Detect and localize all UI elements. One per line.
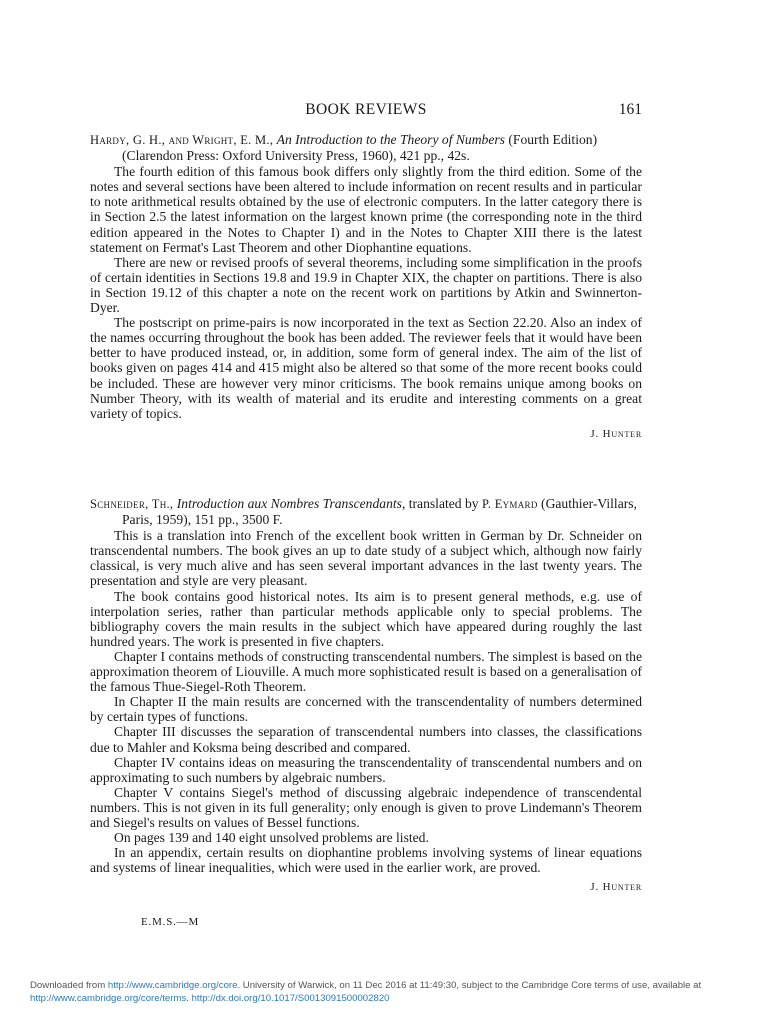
page-header: [90, 101, 642, 123]
footer-prefix: Downloaded from: [30, 980, 108, 991]
citation-details: (Gauthier-Villars, Paris, 1959), 151 pp., 3500 F.: [122, 496, 637, 528]
reviewer-signature: J. Hunter: [590, 881, 642, 894]
signature-mark: E.M.S.—M: [141, 916, 200, 928]
review-paragraph: This is a translation into French of the excellent book written in German by Dr. Schneider on transcendental numbers. The book gives an up to date study of a subject which, although now fairly classical, is very much alive and has seen several important advances in the last twenty years. The presentation and style are very pleasant.: [90, 528, 642, 589]
citation-book-title: An Introduction to the Theory of Numbers: [276, 132, 505, 147]
citation-details: (Fourth Edition) (Clarendon Press: Oxford University Press, 1960), 421 pp., 42s.: [122, 132, 598, 164]
review-paragraph: In an appendix, certain results on diophantine problems involving systems of linear equations and systems of linear inequalities, which were used in the earlier work, are proved.: [90, 845, 642, 876]
review-paragraph: Chapter III discusses the separation of transcendental numbers into classes, the classifications due to Mahler and Koksma being described and compared.: [90, 724, 642, 755]
review-paragraph: The book contains good historical notes. Its aim is to present general methods, e.g. use of interpolation series, rather than particular methods applicable only to special problems. The bibliography covers the main results in the subject which have appeared during roughly the last hundred years. The work is presented in five chapters.: [90, 588, 642, 649]
citation-translator: P. Eymard: [481, 497, 538, 511]
footer-terms-link[interactable]: http://www.cambridge.org/core/terms: [30, 992, 187, 1004]
footer-middle: . University of Warwick, on 11 Dec 2016 at 11:49:30, subject to the Cambridge Core terms of use, available at: [237, 980, 702, 991]
review-paragraph: In Chapter II the main results are concerned with the transcendentality of numbers determined by certain types of functions.: [90, 694, 642, 725]
review-hardy-wright: [90, 132, 642, 442]
citation-author: Schneider, Th.,: [90, 497, 174, 511]
review-paragraph: Chapter IV contains ideas on measuring the transcendentality of transcendental numbers and on approximating to such numbers by algebraic numbers.: [90, 754, 642, 785]
footer-separator: .: [186, 992, 192, 1004]
review-paragraph: The postscript on prime-pairs is now incorporated in the text as Section 22.20. Also an index of the names occurring throughout the book has been added. The reviewer feels that it would have been better to have produced instead, or, in addition, some form of general index. The aim of the list of books given on pages 414 and 415 might also be altered so that some of the more recent books could be included. These are however very minor criticisms. The book remains unique among books on Number Theory, with its wealth of material and its erudite and interesting comments on a great variety of topics.: [90, 315, 642, 421]
review-citation: [90, 132, 642, 163]
footer-doi-link[interactable]: http://dx.doi.org/10.1017/S0013091500002820: [191, 992, 390, 1004]
page-number: 161: [618, 101, 642, 118]
footer-core-link[interactable]: http://www.cambridge.org/core: [107, 980, 238, 991]
review-paragraph: Chapter I contains methods of constructing transcendental numbers. The simplest is based on the approximation theorem of Liouville. A much more sophisticated result is based on a generalisation of the famous Thue-Siegel-Roth Theorem.: [90, 648, 642, 695]
review-schneider: [90, 496, 642, 895]
review-paragraph: Chapter V contains Siegel's method of discussing algebraic independence of transcendental numbers. This is not given in its full generality; only enough is given to prove Lindemann's Theorem and Siegel's results on values of Bessel functions.: [90, 784, 642, 830]
reviewer-signature: J. Hunter: [590, 427, 642, 440]
page-title: BOOK REVIEWS: [305, 101, 427, 118]
review-citation: [90, 496, 642, 527]
review-paragraph: On pages 139 and 140 eight unsolved problems are listed.: [114, 830, 429, 846]
citation-book-title: Introduction aux Nombres Transcendants: [176, 496, 402, 511]
review-paragraph: There are new or revised proofs of several theorems, including some simplification in the proofs of certain identities in Sections 19.8 and 19.9 in Chapter XIX, the chapter on partitions. There is also in Section 19.12 of this chapter a note on the recent work on partitions by Atkin and Swinnerton-Dyer.: [90, 254, 642, 316]
citation-translated-by: , translated by: [401, 496, 482, 511]
citation-authors: Hardy, G. H., and Wright, E. M.,: [90, 133, 274, 147]
review-paragraph: The fourth edition of this famous book differs only slightly from the third edition. Some of the notes and several sections have been altered to include information on recent results and in particular to note arithmetical results obtained by the use of electronic computers. In the latter category there is in Section 2.5 the latest information on the largest known prime (the corresponding note in the third edition appeared in the Notes to Chapter I) and in the Notes to Chapter XIII there is the latest statement on Fermat's Last Theorem and other Diophantine equations.: [90, 164, 642, 255]
download-footer: [30, 980, 750, 1005]
